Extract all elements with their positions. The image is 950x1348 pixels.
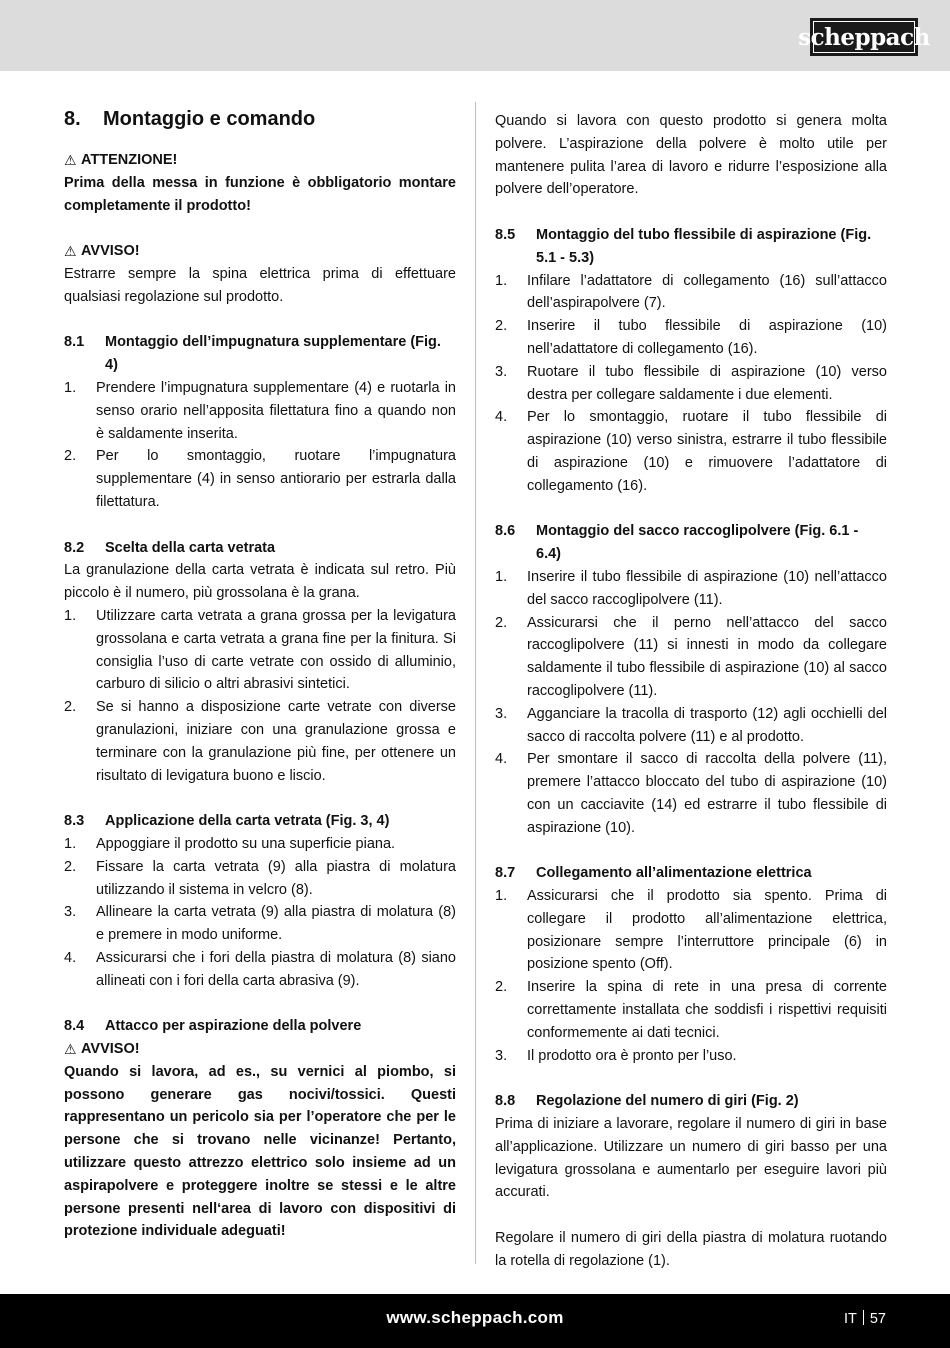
- section-heading-8-5: [495, 224, 887, 270]
- list-item: 1. Assicurarsi che il prodotto sia spento. Prima di collegare il prodotto all’alimentazione elettrica, posizionare sempre l’interruttore principale (6) in posizione spento (Off).: [495, 888, 887, 973]
- chapter-title: Montaggio e comando: [103, 108, 316, 130]
- section-number: 8.6: [495, 523, 516, 540]
- dust-extraction-intro: Quando si lavora con questo prodotto si genera molta polvere. L’aspirazione della polvere è molto utile per mantenere pulita l’area di lavoro e ridurre l’esposizione alla polvere dell’operatore.: [495, 113, 887, 198]
- attention-heading: [64, 149, 456, 172]
- steps-8-5: [495, 270, 887, 498]
- warning-triangle-icon: ⚠: [64, 1041, 77, 1058]
- list-item: 3. Agganciare la tracolla di trasporto (12) agli occhielli del sacco di raccolta polvere (11) e al prodotto.: [495, 705, 887, 745]
- list-item: 3. Ruotare il tubo flessibile di aspirazione (10) verso destra per collegare saldamente i due elementi.: [495, 363, 887, 403]
- steps-8-1: [64, 377, 456, 514]
- section-title: Collegamento all’alimentazione elettrica: [536, 865, 812, 882]
- header-bar: [0, 0, 950, 71]
- section-heading-8-2: [64, 537, 456, 560]
- list-item: 3. Il prodotto ora è pronto per l’uso.: [495, 1047, 737, 1064]
- dust-warning-title: AVVISO!: [81, 1041, 140, 1058]
- section-title: Regolazione del numero di giri (Fig. 2): [536, 1093, 799, 1110]
- brand-logo: scheppach: [810, 18, 918, 56]
- steps-8-7: [495, 885, 887, 1067]
- speed-paragraph-1: Prima di iniziare a lavorare, regolare il numero di giri in base all’applicazione. Utilizzare un numero di giri basso per una levigatura grossolana e aumentarlo per eseguire lavori più accurati.: [495, 1116, 887, 1201]
- section-heading-8-7: [495, 862, 887, 885]
- section-number: 8.3: [64, 813, 85, 830]
- notice-text: Estrarre sempre la spina elettrica prima di effettuare qualsiasi regolazione sul prodotto.: [64, 265, 456, 305]
- section-title: Attacco per aspirazione della polvere: [105, 1018, 362, 1035]
- right-column: [495, 110, 887, 1273]
- steps-8-6: [495, 566, 887, 840]
- section-number: 8.8: [495, 1093, 516, 1110]
- section-heading-8-6: [495, 520, 887, 566]
- section-heading-8-8: [495, 1090, 887, 1113]
- list-item: 1. Prendere l’impugnatura supplementare (4) e ruotarla in senso orario nell’apposita filettatura fino a quando non è saldamente inserita.: [64, 379, 456, 442]
- notice-title: AVVISO!: [81, 243, 140, 260]
- section-title: Montaggio del tubo flessibile di aspirazione (Fig. 5.1 - 5.3): [536, 226, 872, 266]
- section-number: 8.2: [64, 539, 85, 556]
- language-code: IT: [843, 1311, 857, 1327]
- warning-triangle-icon: ⚠: [64, 243, 77, 260]
- list-item: 3. Allineare la carta vetrata (9) alla piastra di molatura (8) e premere in modo uniforme.: [64, 904, 456, 944]
- list-item: 4. Assicurarsi che i fori della piastra di molatura (8) siano allineati con i fori della carta abrasiva (9).: [64, 949, 456, 989]
- steps-8-2: [64, 605, 456, 787]
- section-intro: La granulazione della carta vetrata è indicata sul retro. Più piccolo è il numero, più grossolana è la grana.: [64, 562, 456, 602]
- separator: [863, 1310, 864, 1325]
- dust-warning-heading: [64, 1038, 456, 1061]
- warning-triangle-icon: ⚠: [64, 152, 77, 168]
- chapter-heading: [64, 104, 456, 134]
- list-item: 1. Infilare l’adattatore di collegamento (16) sull’attacco dell’aspirapolvere (7).: [495, 272, 887, 312]
- list-item: 4. Per lo smontaggio, ruotare il tubo flessibile di aspirazione (10) verso sinistra, estrarre il tubo flessibile di aspirazione (10) e rimuovere l’adattatore di collegamento (16).: [495, 409, 887, 494]
- list-item: 1. Utilizzare carta vetrata a grana grossa per la levigatura grossolana e carta vetrata a grana fine per la finitura. Si consiglia l’uso di carte vetrate con ossido di alluminio, carburo di silicio o altri abrasivi sintetici.: [64, 607, 456, 693]
- list-item: 2. Per lo smontaggio, ruotare l’impugnatura supplementare (4) in senso antiorario per estrarla dalla filettatura.: [64, 448, 456, 510]
- section-number: 8.4: [64, 1018, 85, 1035]
- list-item: 2. Inserire la spina di rete in una presa di corrente correttamente installata che soddisfi i rispettivi requisiti conformemente ai dati tecnici.: [495, 979, 887, 1041]
- section-number: 8.7: [495, 865, 516, 882]
- list-item: 4. Per smontare il sacco di raccolta della polvere (11), premere l’attacco bloccato del tubo di aspirazione (10) con un cacciavite (14) ed estrarre il tubo flessibile di aspirazione (10).: [495, 751, 887, 836]
- section-number: 8.1: [64, 334, 85, 351]
- list-item: 2. Fissare la carta vetrata (9) alla piastra di molatura utilizzando il sistema in velcro (8).: [64, 858, 456, 898]
- section-title: Montaggio dell’impugnatura supplementare (Fig. 4): [105, 334, 441, 374]
- list-item: 2. Assicurarsi che il perno nell’attacco del sacco raccoglipolvere (11) si innesti in modo da collegare saldamente il tubo flessibile di aspirazione (10) al sacco raccoglipolvere (11).: [495, 614, 887, 699]
- section-heading-8-4: [64, 1015, 456, 1038]
- list-item: 1. Inserire il tubo flessibile di aspirazione (10) nell’attacco del sacco raccoglipolvere (11).: [495, 568, 887, 608]
- list-item: 2. Se si hanno a disposizione carte vetrate con diverse granulazioni, iniziare con una granulazione grossa e terminare con la granulazione più fine, per ottenere un risultato di levigatura buono e liscio.: [64, 699, 456, 784]
- section-title: Scelta della carta vetrata: [105, 539, 276, 556]
- attention-title: ATTENZIONE!: [81, 152, 178, 168]
- list-item: 2. Inserire il tubo flessibile di aspirazione (10) nell’adattatore di collegamento (16).: [495, 318, 887, 357]
- section-number: 8.5: [495, 226, 516, 243]
- list-item: 1. Appoggiare il prodotto su una superficie piana.: [64, 835, 396, 852]
- footer-bar: [0, 1294, 950, 1348]
- speed-paragraph-2: Regolare il numero di giri della piastra di molatura ruotando la rotella di regolazione (1).: [495, 1230, 887, 1269]
- section-heading-8-1: [64, 331, 456, 377]
- page-number: 57: [869, 1311, 886, 1327]
- chapter-number: 8.: [64, 108, 81, 130]
- left-column: [64, 104, 456, 1243]
- steps-8-3: [64, 833, 456, 993]
- dust-warning-text: Quando si lavora, ad es., su vernici al piombo, si possono generare gas nocivi/tossici. Questi rappresentano un pericolo sia per l’operatore che per le persone che si trovano nelle vicinanze! Pertanto, utilizzare questo attrezzo elettrico solo insieme ad un aspirapolvere e proteggere inoltre se stessi e le altre persone presenti nell‘area di lavoro con dispositivi di protezione individuale adeguati!: [64, 1063, 456, 1240]
- page-indicator: [844, 1310, 886, 1327]
- column-divider: [475, 102, 476, 1264]
- website-link[interactable]: www.scheppach.com: [386, 1308, 564, 1327]
- notice-heading: [64, 240, 456, 263]
- section-title: Montaggio del sacco raccoglipolvere (Fig. 6.1 - 6.4): [536, 523, 859, 563]
- attention-text: Prima della messa in funzione è obbligatorio montare completamente il prodotto!: [64, 174, 456, 214]
- section-heading-8-3: [64, 810, 456, 833]
- section-title: Applicazione della carta vetrata (Fig. 3, 4): [105, 813, 390, 830]
